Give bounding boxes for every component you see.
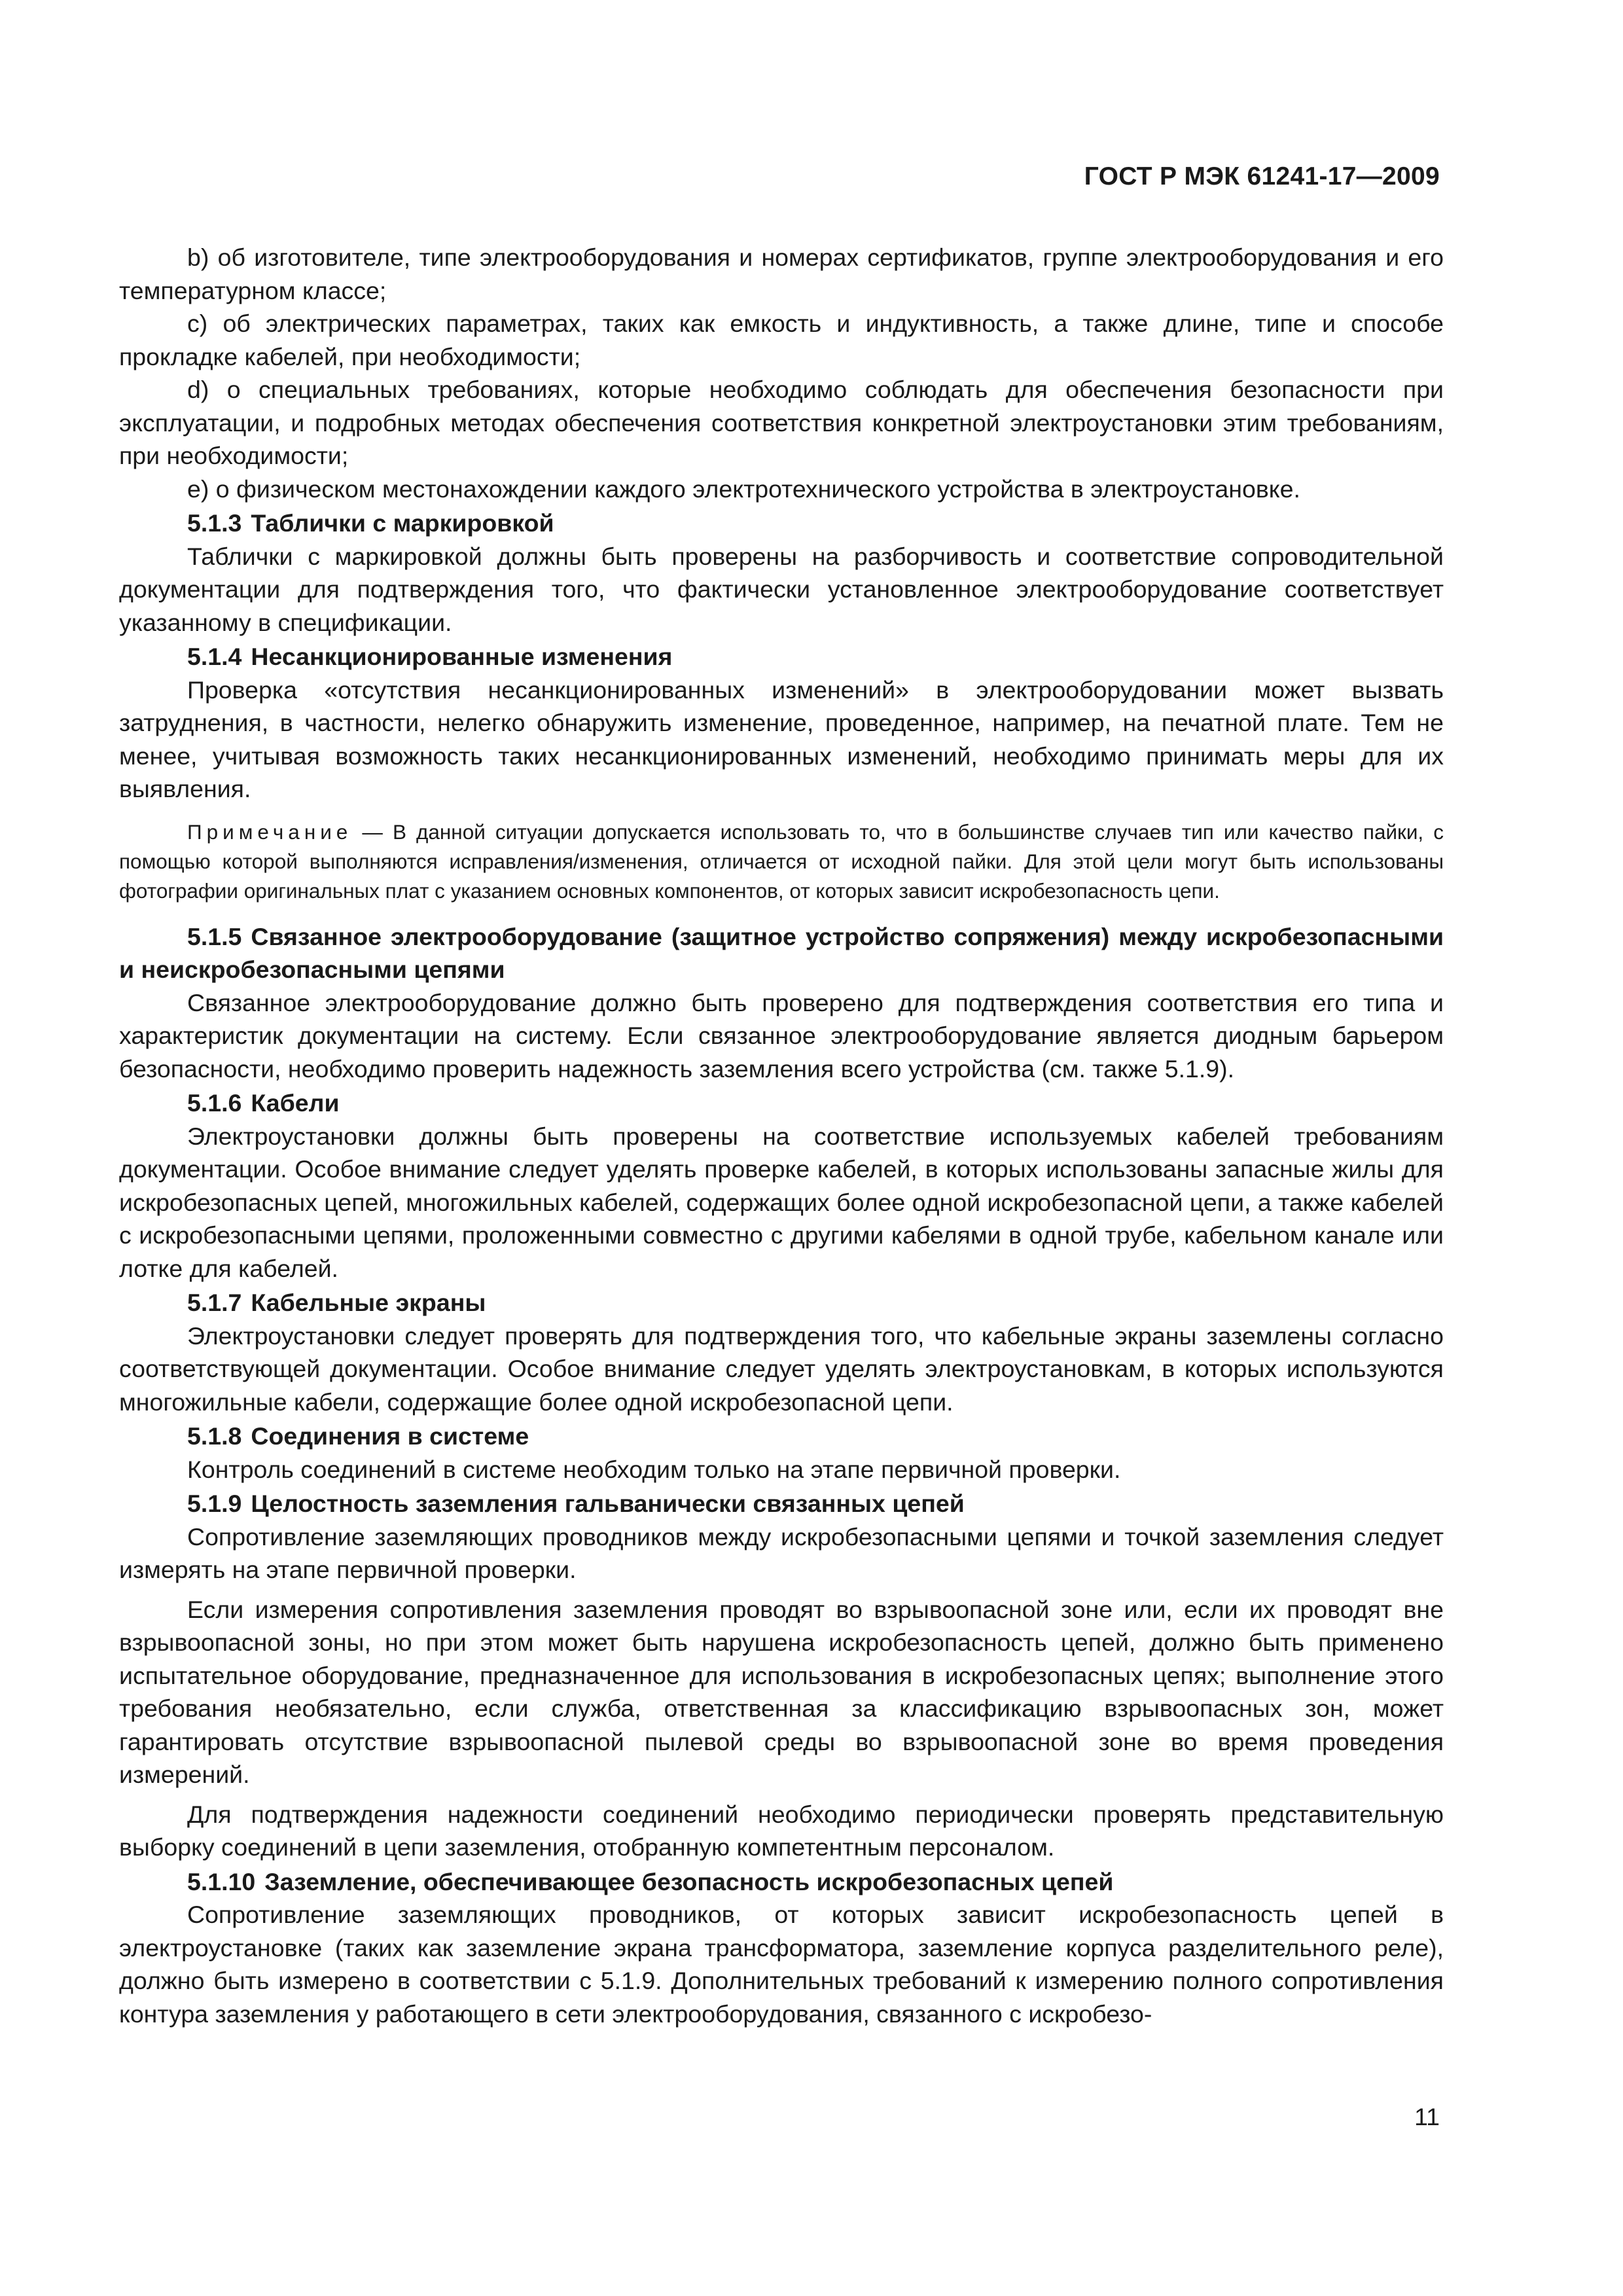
paragraph: Таблички с маркировкой должны быть проверены на разборчивость и соответствие сопроводительной документации для подтверждения того, что фактически установленное электрооборудование соответствует указанному в спецификации. [119, 542, 1444, 636]
section-heading-5-1-4 [119, 640, 1444, 673]
section-title: Кабели [251, 1089, 340, 1117]
section-heading-5-1-7 [119, 1286, 1444, 1319]
paragraph: Сопротивление заземляющих проводников, от которых зависит искробезопасность цепей в электроустановке (таких как заземление экрана трансформатора, заземление корпуса разделительного реле), должно быть измерено в соответствии с 5.1.9. Дополнительных требований к измерению полного сопротивления контура заземления у работающего в сети электрооборудования, связанного с искробезо- [119, 1901, 1444, 2028]
section-title: Кабельные экраны [251, 1289, 486, 1316]
paragraph: Если измерения сопротивления заземления проводят во взрывоопасной зоне или, если их проводят вне взрывоопасной зоны, но при этом может быть нарушена искробезопасность цепей, должно быть применено испытательное оборудование, предназначенное для использования в искробезопасных цепях; выполнение этого требования необязательно, если служба, ответственная за классификацию взрывоопасных зон, может гарантировать отсутствие взрывоопасной пылевой среды во взрывоопасной зоне во время проведения измерений. [119, 1595, 1444, 1788]
list-item-e: е) о физическом местонахождении каждого электротехнического устройства в электроустановке. [187, 475, 1300, 503]
paragraph: Проверка «отсутствия несанкционированных изменений» в электрооборудовании может вызвать затруднения, в частности, нелегко обнаружить изменение, проведенное, например, на печатной плате. Тем не менее, учитывая возможность таких несанкционированных изменений, необходимо принимать меры для их выявления. [119, 675, 1444, 802]
paragraph: Электроустановки должны быть проверены на соответствие используемых кабелей требованиям документации. Особое внимание следует уделять проверке кабелей, в которых использованы запасные жилы для искробезопасных цепей, многожильных кабелей, содержащих более одной искробезопасной цепи, а также кабелей с искробезопасными цепями, проложенными совместно с другими кабелями в одной трубе, кабельном канале или лотке для кабелей. [119, 1122, 1444, 1282]
paragraph: Сопротивление заземляющих проводников между искробезопасными цепями и точкой заземления следует измерять на этапе первичной проверки. [119, 1522, 1444, 1583]
section-number: 5.1.7 [187, 1289, 242, 1316]
section-heading-5-1-6 [119, 1086, 1444, 1120]
section-title: Целостность заземления гальванически связанных цепей [251, 1490, 965, 1517]
list-item-d: d) о специальных требованиях, которые необходимо соблюдать для обеспечения безопасности при эксплуатации, и подробных методах обеспечения соответствия конкретной электроустановки этим требованиям, при необходимости; [119, 376, 1444, 469]
section-title: Таблички с маркировкой [251, 509, 554, 537]
section-heading-5-1-9 [119, 1487, 1444, 1520]
note-label: Примечание [187, 819, 353, 844]
section-title: Заземление, обеспечивающее безопасность искробезопасных цепей [264, 1867, 1114, 1895]
list-item-b: b) об изготовителе, типе электрооборудования и номерах сертификатов, группе электрооборудования и его температурном классе; [119, 243, 1444, 304]
paragraph: Контроль соединений в системе необходим только на этапе первичной проверки. [187, 1455, 1121, 1483]
note-block [119, 817, 1444, 906]
section-number: 5.1.9 [187, 1490, 242, 1517]
paragraph: Для подтверждения надежности соединений необходимо периодически проверять представительную выборку соединений в цепи заземления, отобранную компетентным персоналом. [119, 1800, 1444, 1861]
paragraph: Связанное электрооборудование должно быть проверено для подтверждения соответствия его типа и характеристик документации на систему. Если связанное электрооборудование является диодным барьером безопасности, необходимо проверить надежность заземления всего устройства (см. также 5.1.9). [119, 988, 1444, 1083]
section-number: 5.1.8 [187, 1422, 242, 1450]
section-number: 5.1.4 [187, 643, 242, 670]
section-heading-5-1-3 [119, 507, 1444, 540]
section-number: 5.1.10 [187, 1867, 256, 1895]
list-item-c: c) об электрических параметрах, таких как емкость и индуктивность, а также длине, типе и способе прокладке кабелей, при необходимости; [119, 310, 1444, 370]
section-heading-5-1-10 [119, 1865, 1444, 1899]
document-header: ГОСТ Р МЭК 61241-17—2009 [1084, 162, 1440, 190]
section-number: 5.1.3 [187, 509, 242, 537]
section-title: Связанное электрооборудование (защитное устройство сопряжения) между искробезопасными и неискробезопасными цепями [119, 922, 1444, 983]
document-body [119, 241, 1444, 2030]
section-title: Соединения в системе [251, 1422, 529, 1450]
page-number: 11 [1414, 2103, 1440, 2130]
section-number: 5.1.6 [187, 1089, 242, 1117]
section-number: 5.1.5 [187, 922, 242, 950]
section-heading-5-1-5 [119, 920, 1444, 986]
paragraph: Электроустановки следует проверять для подтверждения того, что кабельные экраны заземлены согласно соответствующей документации. Особое внимание следует уделять электроустановкам, в которых используются многожильные кабели, содержащие более одной искробезопасной цепи. [119, 1321, 1444, 1416]
section-title: Несанкционированные изменения [251, 643, 673, 670]
note-text: — В данной ситуации допускается использовать то, что в большинстве случаев тип или качество пайки, с помощью которой выполняются исправления/изменения, отличается от исходной пайки. Для этой цели могут быть использованы фотографии оригинальных плат с указанием основных компонентов, от которых зависит искробезопасность цепи. [119, 819, 1444, 903]
section-heading-5-1-8 [119, 1420, 1444, 1453]
